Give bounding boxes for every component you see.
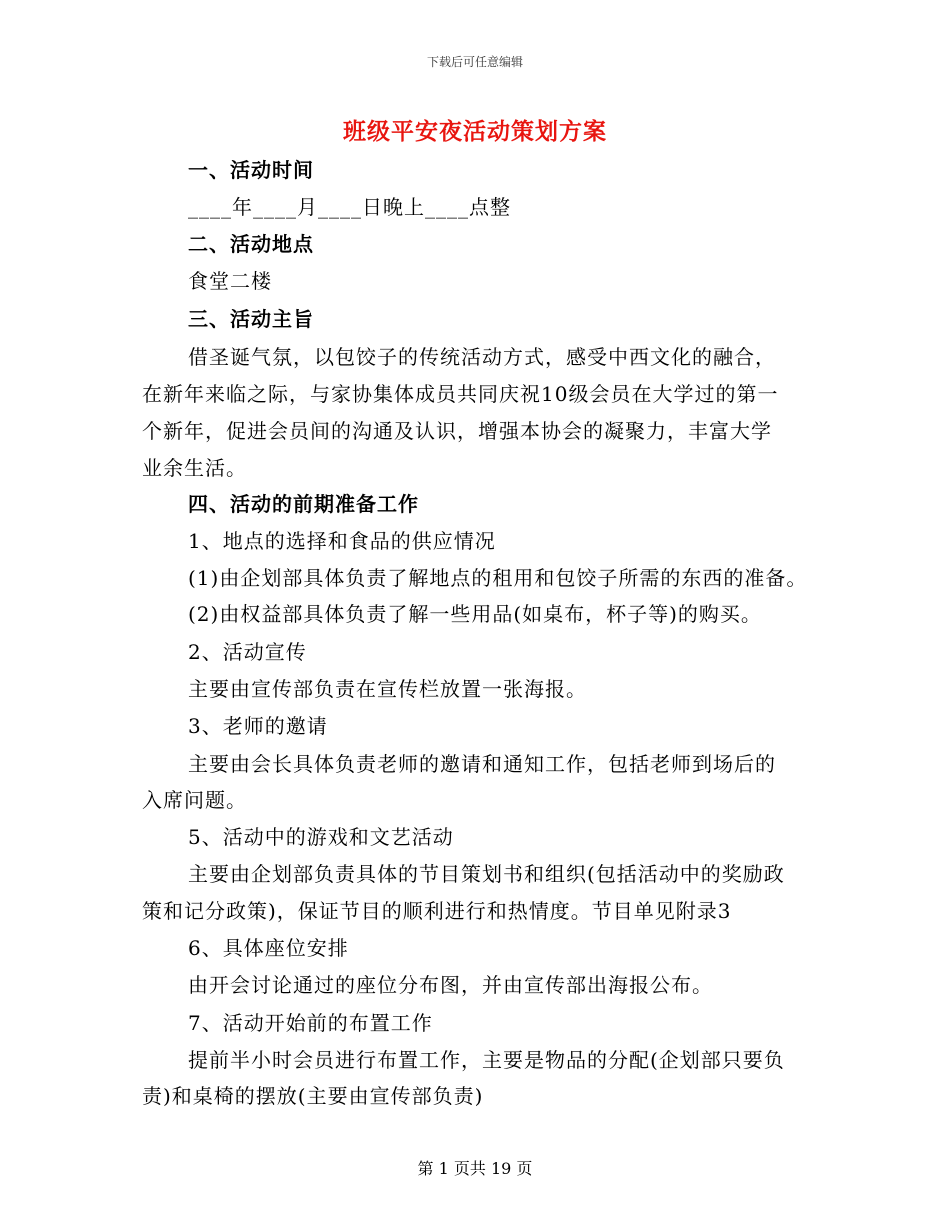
- header-note: 下载后可任意编辑: [426, 55, 523, 69]
- subsection-setup: 7、活动开始前的布置工作: [188, 1011, 433, 1035]
- setup-paragraph-line: 提前半小时会员进行布置工作，主要是物品的分配(企划部只要负: [188, 1048, 785, 1072]
- invitation-paragraph-line: 主要由会长具体负责老师的邀请和通知工作，包括老师到场后的: [188, 752, 776, 776]
- purpose-paragraph-line: 个新年，促进会员间的沟通及认识，增强本协会的凝聚力，丰富大学: [142, 419, 772, 443]
- item-planning-dept: (1)由企划部具体负责了解地点的租用和包饺子所需的东西的准备。: [188, 566, 808, 590]
- section-heading-purpose: 三、活动主旨: [188, 307, 314, 331]
- subsection-venue-food: 1、地点的选择和食品的供应情况: [188, 529, 496, 553]
- subsection-games-activities: 5、活动中的游戏和文艺活动: [188, 825, 454, 849]
- item-rights-dept: (2)由权益部具体负责了解一些用品(如桌布，杯子等)的购买。: [188, 602, 762, 626]
- subsection-publicity: 2、活动宣传: [188, 640, 307, 664]
- time-fill-in: ____年____月____日晚上____点整: [188, 195, 511, 219]
- page-footer: 第 1 页共 19 页: [417, 1159, 533, 1178]
- publicity-text: 主要由宣传部负责在宣传栏放置一张海报。: [188, 677, 587, 701]
- subsection-teacher-invitation: 3、老师的邀请: [188, 714, 328, 738]
- purpose-paragraph-line: 借圣诞气氛，以包饺子的传统活动方式，感受中西文化的融合，: [188, 345, 776, 369]
- section-heading-time: 一、活动时间: [188, 158, 314, 182]
- section-heading-preparation: 四、活动的前期准备工作: [188, 492, 419, 516]
- setup-paragraph-line: 责)和桌椅的摆放(主要由宣传部负责): [142, 1084, 484, 1108]
- games-paragraph-line: 主要由企划部负责具体的节目策划书和组织(包括活动中的奖励政: [188, 862, 785, 886]
- purpose-paragraph-line: 业余生活。: [142, 456, 247, 480]
- section-heading-location: 二、活动地点: [188, 232, 314, 256]
- subsection-seating: 6、具体座位安排: [188, 936, 349, 960]
- seating-text: 由开会讨论通过的座位分布图，并由宣传部出海报公布。: [188, 973, 713, 997]
- purpose-paragraph-line: 在新年来临之际，与家协集体成员共同庆祝10级会员在大学过的第一: [142, 382, 779, 406]
- games-paragraph-line: 策和记分政策)，保证节目的顺利进行和热情度。节目单见附录3: [142, 899, 732, 923]
- document-title: 班级平安夜活动策划方案: [343, 118, 607, 145]
- location-text: 食堂二楼: [188, 269, 272, 293]
- invitation-paragraph-line: 入席问题。: [142, 788, 247, 812]
